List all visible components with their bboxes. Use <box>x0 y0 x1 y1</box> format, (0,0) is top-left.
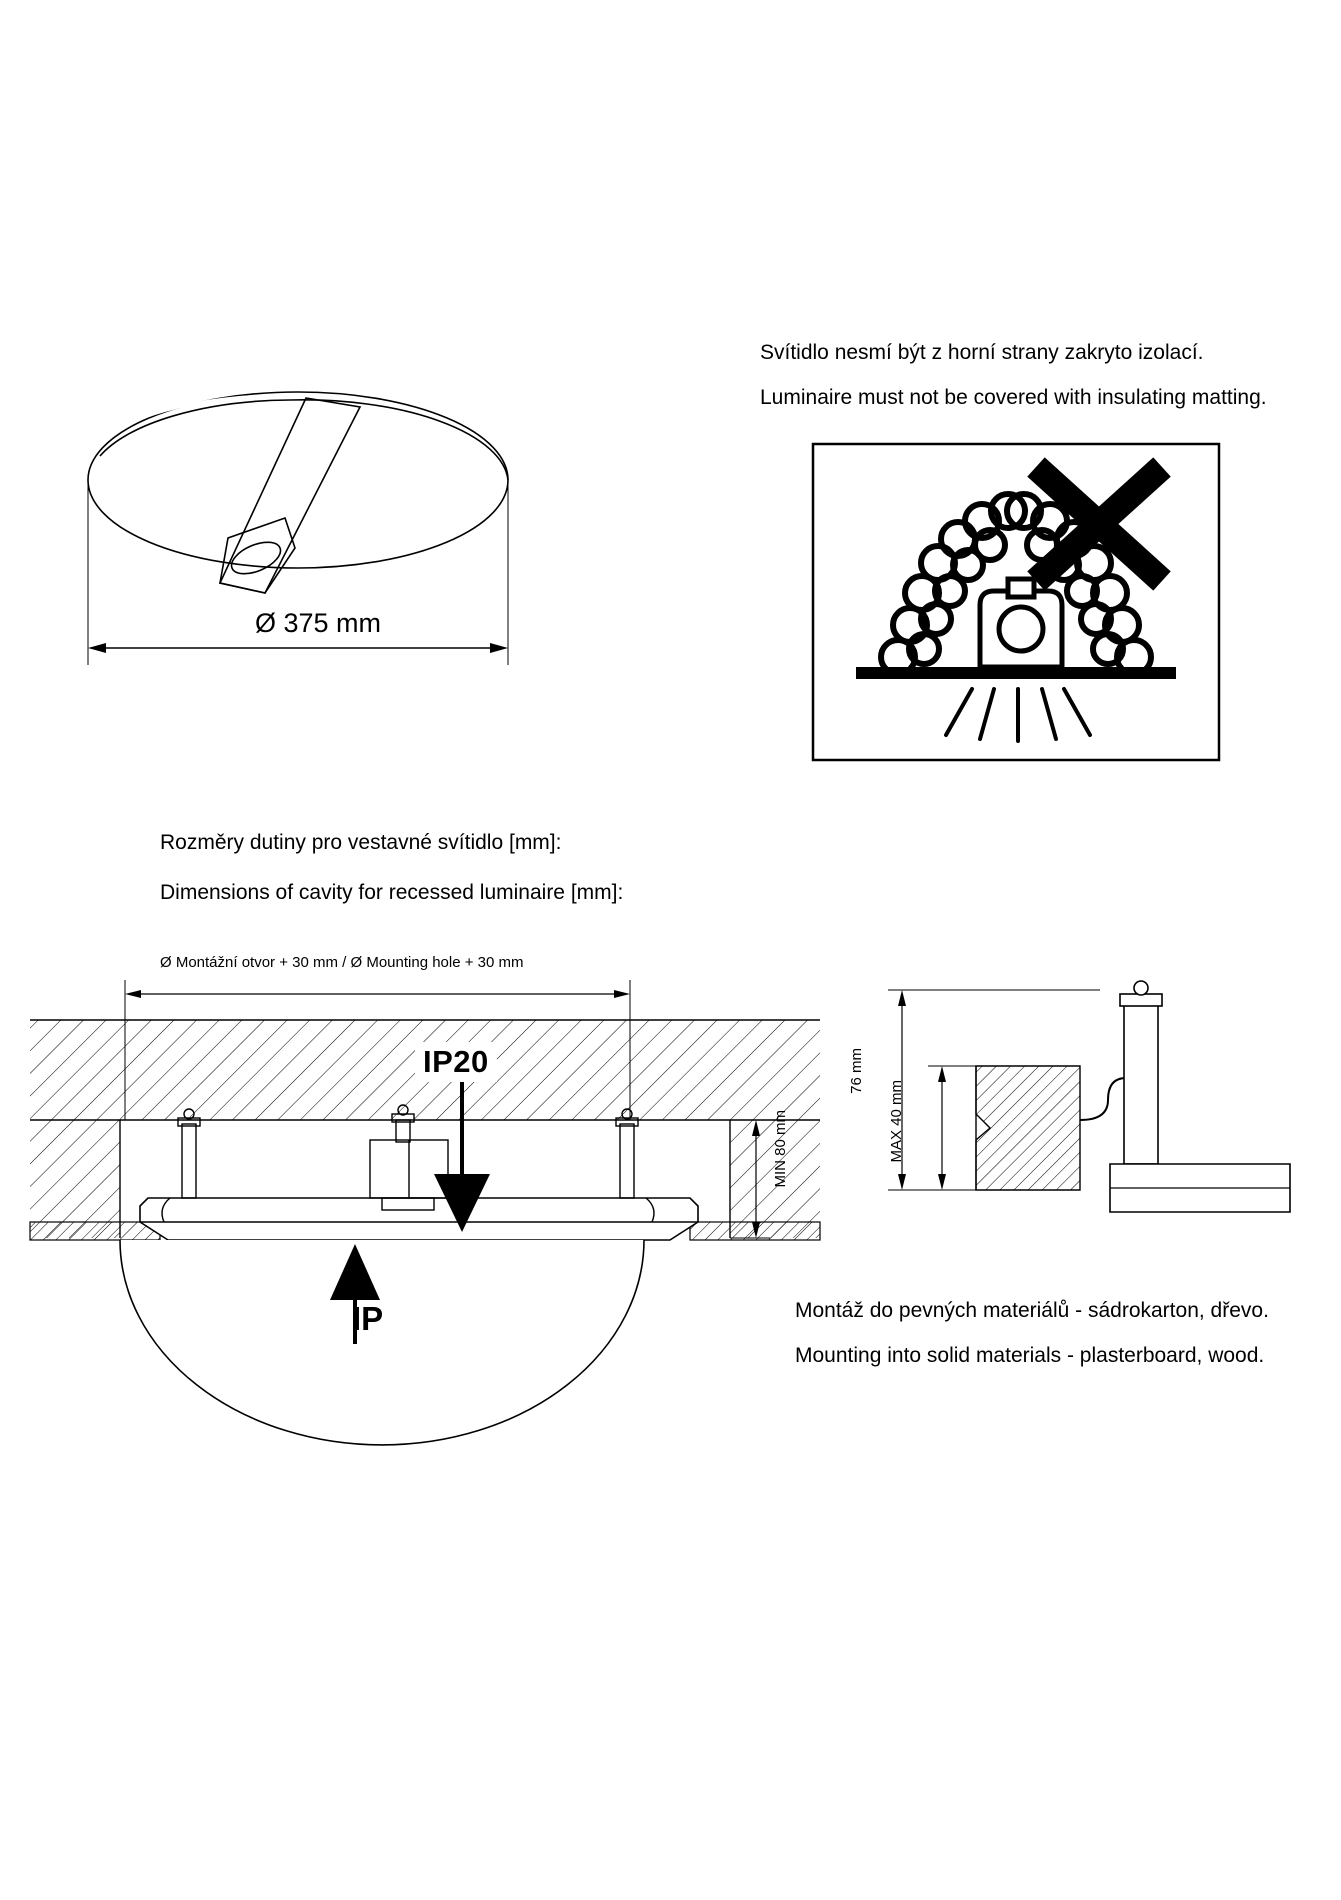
cavity-section-diagram <box>30 954 850 1600</box>
mounting-text-cs: Montáž do pevných materiálů - sádrokarton, dřevo. <box>795 1299 1269 1322</box>
dome-diameter-diagram <box>60 380 540 700</box>
warning-text-cs: Svítidlo nesmí být z horní strany zakryto izolací. <box>760 341 1204 364</box>
dome-diameter-label: Ø 375 mm <box>255 608 382 638</box>
no-insulation-pictogram <box>812 443 1220 761</box>
ip20-rating-label: IP20 <box>415 1042 497 1082</box>
mounting-text-en: Mounting into solid materials - plasterboard, wood. <box>795 1344 1265 1367</box>
ip-rating-label: IP <box>352 1300 384 1337</box>
cavity-text-en: Dimensions of cavity for recessed luminaire [mm]: <box>160 881 624 904</box>
min-depth-label: MIN 80 mm <box>772 1110 789 1188</box>
dome-diameter-drawing <box>60 380 540 700</box>
mounting-detail-drawing <box>870 980 1290 1240</box>
mounting-detail-diagram <box>848 980 1290 1240</box>
no-insulation-icon <box>812 443 1220 761</box>
warning-text-en: Luminaire must not be covered with insulating matting. <box>760 386 1267 409</box>
detail-thickness-label: MAX 40 mm <box>888 1080 905 1163</box>
cavity-text-cs: Rozměry dutiny pro vestavné svítidlo [mm]: <box>160 831 562 854</box>
mounting-hole-dimension-label: Ø Montážní otvor + 30 mm / Ø Mounting hole + 30 mm <box>160 954 524 971</box>
detail-height-label: 76 mm <box>848 1048 865 1094</box>
